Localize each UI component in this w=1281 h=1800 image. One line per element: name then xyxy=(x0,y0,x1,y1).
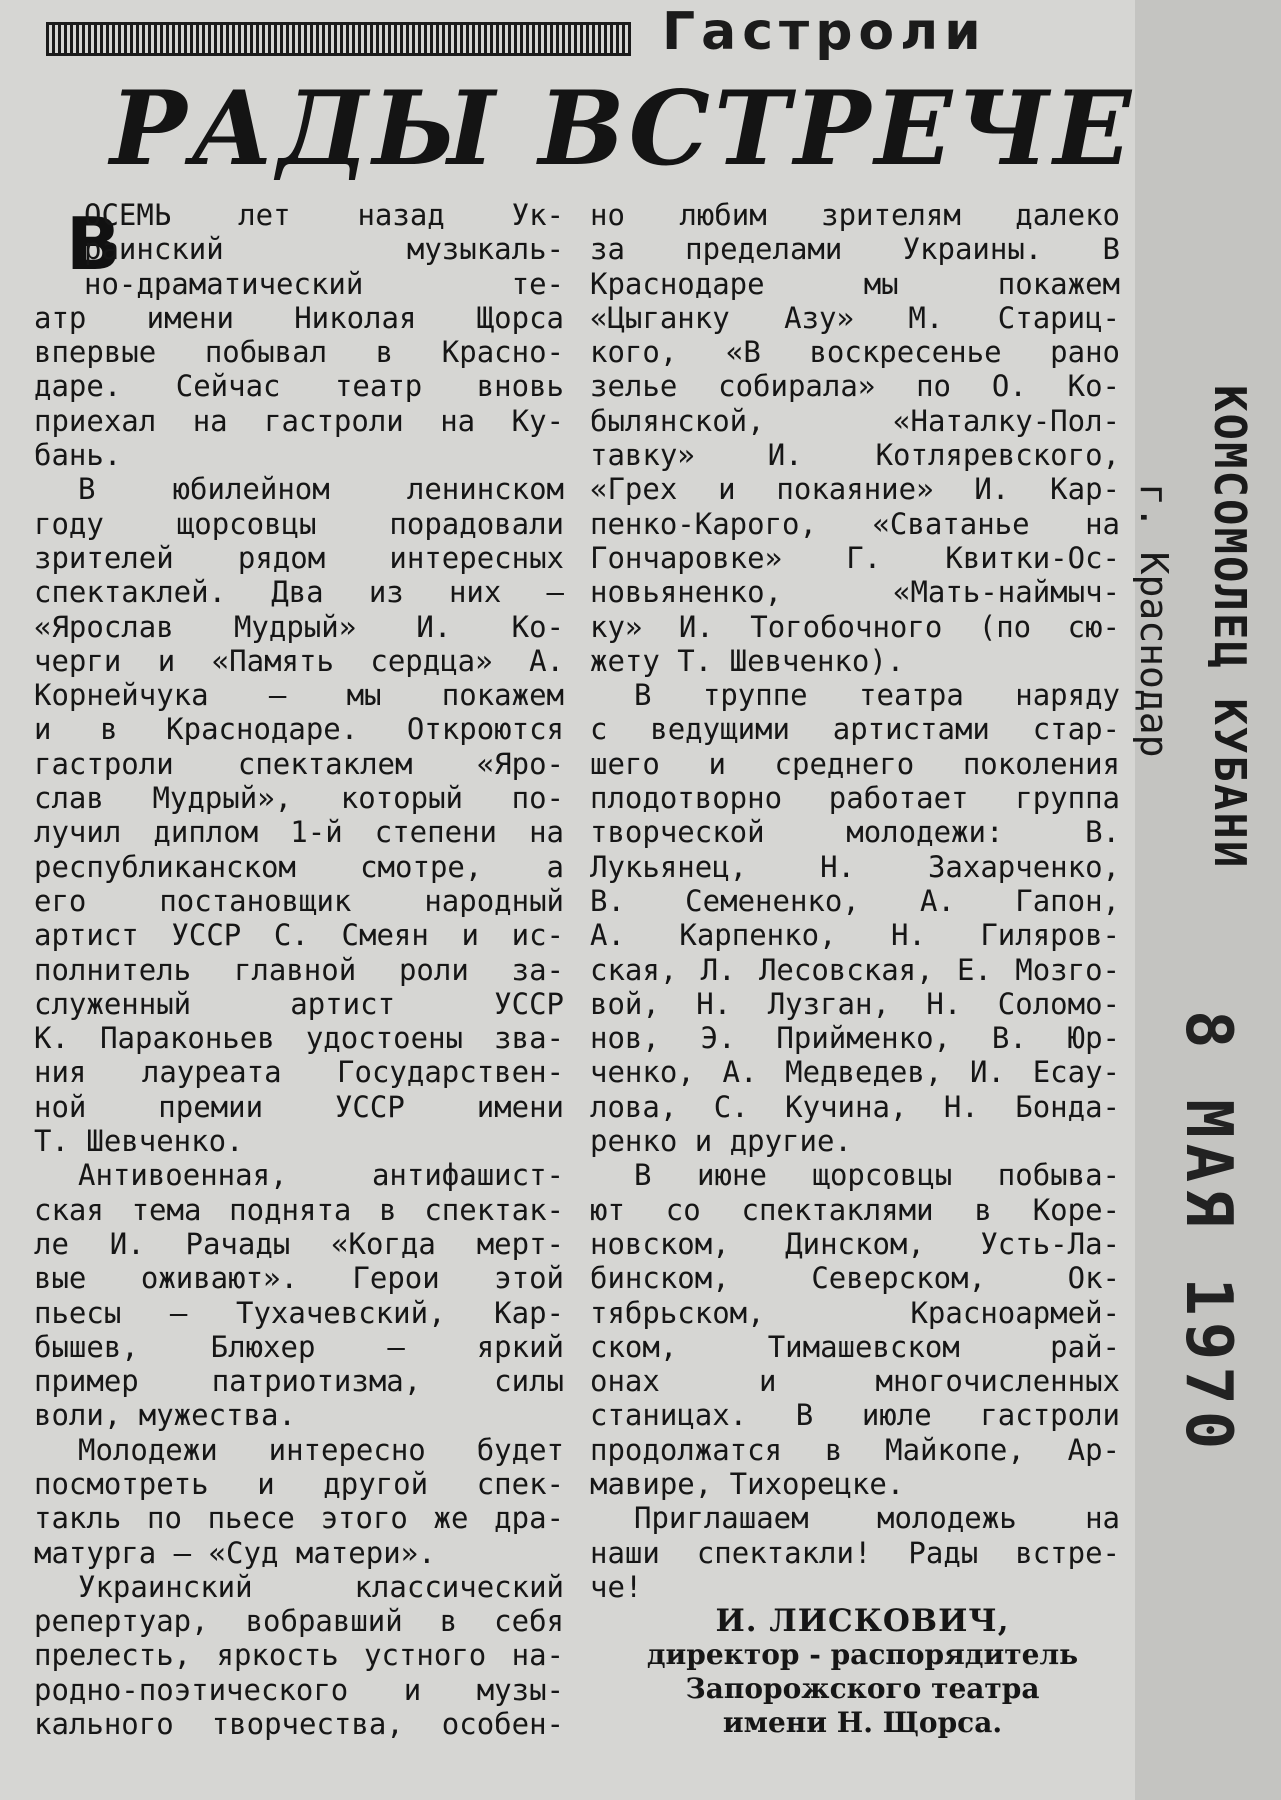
article-line: даре. Сейчас театр вновь xyxy=(34,369,564,404)
article-line: Краснодаре мы покажем xyxy=(590,266,1120,301)
margin-strip xyxy=(1135,0,1281,1800)
article-line: году щорсовцы порадовали xyxy=(34,506,564,541)
article-line: атр имени Николая Щорса xyxy=(34,300,564,335)
article-line: зелье собирала» по О. Ко- xyxy=(590,369,1120,404)
article-line: Украинский классический xyxy=(78,1569,564,1604)
article-line: такль по пьесе этого же дра- xyxy=(34,1501,564,1536)
article-line: ния лауреата Государствен- xyxy=(34,1055,564,1090)
article-line: впервые побывал в Красно- xyxy=(34,335,564,370)
article-line: ском, Тимашевском рай- xyxy=(590,1329,1120,1364)
newspaper-name-stamp: КОМСОМОЛЕЦ КУБАНИ xyxy=(1204,385,1255,870)
article-line: кого, «В воскресенье рано xyxy=(590,335,1120,370)
article-line: тябрьском, Красноармей- xyxy=(590,1295,1120,1330)
article-line: зрителей рядом интересных xyxy=(34,540,564,575)
article-line: бинском, Северском, Ок- xyxy=(590,1261,1120,1296)
article-line: наши спектакли! Рады встре- xyxy=(590,1535,1120,1570)
article-line: «Ярослав Мудрый» И. Ко- xyxy=(34,609,564,644)
article-line: ют со спектаклями в Коре- xyxy=(590,1192,1120,1227)
article-headline: РАДЫ ВСТРЕЧЕ xyxy=(110,69,1136,189)
article-line: но любим зрителям далеко xyxy=(590,198,1120,232)
article-line: служенный артист УССР xyxy=(34,986,564,1021)
author-title-line-2: Запорожского театра xyxy=(685,1672,1040,1705)
article-line: за пределами Украины. В xyxy=(590,232,1120,267)
article-column-right xyxy=(590,198,1120,1604)
article-line: Корнейчука — мы покажем xyxy=(34,678,564,713)
date-stamp: 8 МАЯ 1970 xyxy=(1171,1010,1245,1456)
article-line: А. Карпенко, Н. Гиляров- xyxy=(590,918,1120,953)
article-line: новском, Динском, Усть-Ла- xyxy=(590,1226,1120,1261)
article-line: былянской, «Наталку-Пол- xyxy=(590,403,1120,438)
article-line: приехал на гастроли на Ку- xyxy=(34,403,564,438)
article-line: «Грех и покаяние» И. Кар- xyxy=(590,472,1120,507)
article-line: ренко и другие. xyxy=(590,1124,852,1159)
article-line: К. Параконьев удостоены зва- xyxy=(34,1021,564,1056)
author-name: И. ЛИСКОВИЧ, xyxy=(715,1603,1010,1639)
article-line: ская, Л. Лесовская, Е. Мозго- xyxy=(590,952,1120,987)
city-note: г. Краснодар xyxy=(1132,483,1176,758)
article-line: репертуар, вобравший в себя xyxy=(34,1604,564,1639)
article-line: ле И. Рачады «Когда мерт- xyxy=(34,1226,564,1261)
article-line: вой, Н. Лузган, Н. Соломо- xyxy=(590,986,1120,1021)
article-line: пример патриотизма, силы xyxy=(34,1364,564,1399)
article-line: и в Краснодаре. Откроются xyxy=(34,712,564,747)
article-line: кального творчества, особен- xyxy=(34,1707,564,1742)
article-line: Т. Шевченко. xyxy=(34,1124,244,1159)
article-line: лучил диплом 1-й степени на xyxy=(34,815,564,850)
article-line: продолжатся в Майкопе, Ар- xyxy=(590,1432,1120,1467)
article-signature xyxy=(640,1604,1085,1740)
article-line: нов, Э. Прийменко, В. Юр- xyxy=(590,1021,1120,1056)
article-line: полнитель главной роли за- xyxy=(34,952,564,987)
article-line: пенко-Карого, «Сватанье на xyxy=(590,506,1120,541)
article-line: ной премии УССР имени xyxy=(34,1089,564,1124)
article-line: Приглашаем молодежь на xyxy=(634,1501,1120,1536)
article-line: бань. xyxy=(34,438,122,473)
article-line: мавире, Тихорецке. xyxy=(590,1466,905,1501)
article-line: вые оживают». Герои этой xyxy=(34,1261,564,1296)
author-title-line-3: имени Н. Щорса. xyxy=(722,1706,1003,1739)
article-line: новьяненко, «Мать-наймыч- xyxy=(590,575,1120,610)
article-line: артист УССР С. Смеян и ис- xyxy=(34,918,564,953)
article-line: В труппе театра наряду xyxy=(634,678,1120,713)
article-line: Лукьянец, Н. Захарченко, xyxy=(590,849,1120,884)
article-line: В. Семененко, А. Гапон, xyxy=(590,883,1120,918)
article-line: «Цыганку Азу» М. Стариц- xyxy=(590,300,1120,335)
article-line: его постановщик народный xyxy=(34,883,564,918)
article-line: творческой молодежи: В. xyxy=(590,815,1120,850)
drop-cap: В xyxy=(66,202,121,286)
article-line: слав Мудрый», который по- xyxy=(34,781,564,816)
article-line: спектаклей. Два из них — xyxy=(34,575,564,610)
article-line: черги и «Память сердца» А. xyxy=(34,643,564,678)
article-line: жету Т. Шевченко). xyxy=(590,643,905,678)
article-line: бышев, Блюхер — яркий xyxy=(34,1329,564,1364)
article-line: плодотворно работает группа xyxy=(590,781,1120,816)
article-line: ская тема поднята в спектак- xyxy=(34,1192,564,1227)
rubric-rule xyxy=(46,22,631,56)
article-line: станицах. В июле гастроли xyxy=(590,1398,1120,1433)
article-line: лова, С. Кучина, Н. Бонда- xyxy=(590,1089,1120,1124)
article-column-left xyxy=(34,198,564,1741)
article-line: Антивоенная, антифашист- xyxy=(78,1158,564,1193)
article-line: ченко, А. Медведев, И. Есау- xyxy=(590,1055,1120,1090)
article-line: родно-поэтического и музы- xyxy=(34,1672,564,1707)
article-line: тавку» И. Котляревского, xyxy=(590,438,1120,473)
article-line: пьесы — Тухачевский, Кар- xyxy=(34,1295,564,1330)
article-line: раинский музыкаль- xyxy=(84,232,564,267)
article-line: с ведущими артистами стар- xyxy=(590,712,1120,747)
article-line: матурга — «Суд матери». xyxy=(34,1535,436,1570)
article-line: посмотреть и другой спек- xyxy=(34,1466,564,1501)
article-line: Гончаровке» Г. Квитки-Ос- xyxy=(590,540,1120,575)
article-line: гастроли спектаклем «Яро- xyxy=(34,746,564,781)
article-line: шего и среднего поколения xyxy=(590,746,1120,781)
article-line: онах и многочисленных xyxy=(590,1364,1120,1399)
article-line: ОСЕМЬ лет назад Ук- xyxy=(84,198,564,232)
article-line: республиканском смотре, а xyxy=(34,849,564,884)
article-line: Молодежи интересно будет xyxy=(78,1432,564,1467)
article-line: В июне щорсовцы побыва- xyxy=(634,1158,1120,1193)
article-line: но-драматический те- xyxy=(84,266,564,301)
article-line: ку» И. Тогобочного (по сю- xyxy=(590,609,1120,644)
article-line: воли, мужества. xyxy=(34,1398,296,1433)
rubric-heading: Гастроли xyxy=(662,2,987,62)
article-line: че! xyxy=(590,1569,643,1604)
article-line: В юбилейном ленинском xyxy=(78,472,564,507)
article-line: прелесть, яркость устного на- xyxy=(34,1638,564,1673)
author-title-line-1: директор - распорядитель xyxy=(646,1638,1079,1671)
